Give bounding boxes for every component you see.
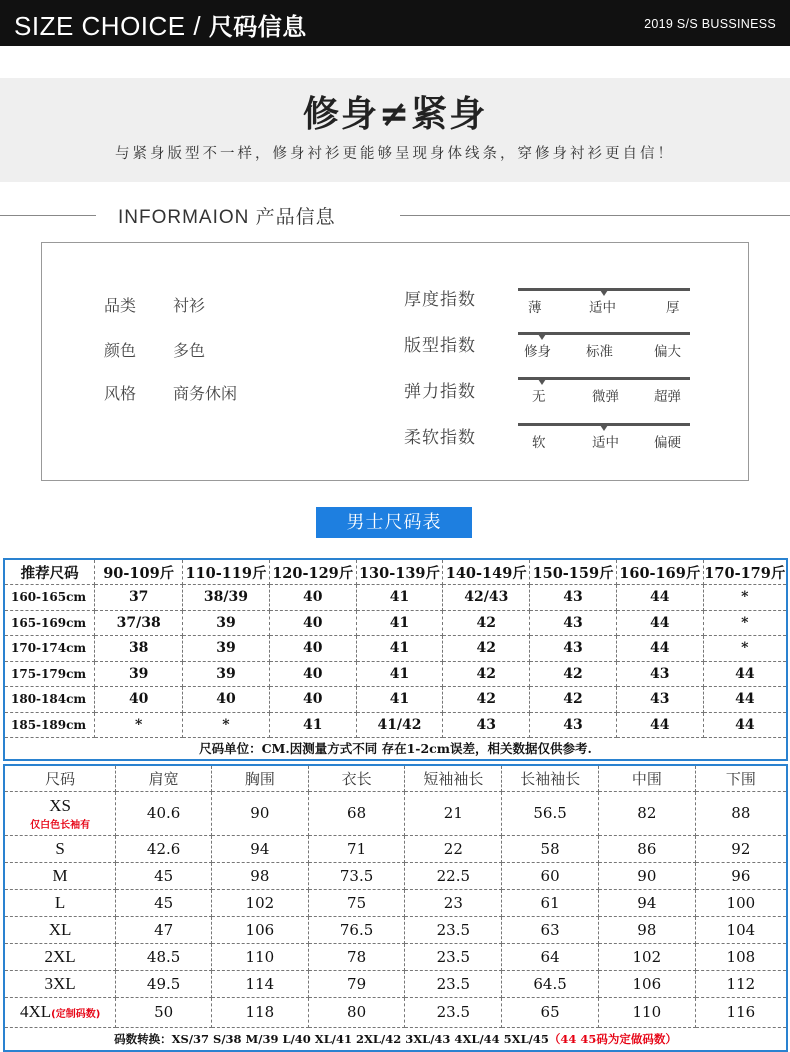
attr-value-style: 商务休闲 bbox=[173, 384, 238, 403]
size-cell: 44 bbox=[616, 712, 703, 738]
size-cell: 40 bbox=[269, 661, 356, 687]
table-row bbox=[4, 835, 787, 862]
table-row bbox=[4, 791, 787, 835]
measure-cell: 58 bbox=[502, 835, 599, 862]
table-row bbox=[4, 636, 787, 662]
measure-cell: 48.5 bbox=[116, 943, 212, 970]
header-cell: 衣长 bbox=[308, 765, 405, 791]
table-row bbox=[4, 610, 787, 636]
header-cell: 160-169斤 bbox=[616, 559, 703, 585]
scale-option: 无 bbox=[532, 389, 546, 405]
measure-cell: 64.5 bbox=[502, 970, 599, 997]
table-row bbox=[4, 970, 787, 997]
size-cell: 41/42 bbox=[356, 712, 443, 738]
header-cell: 110-119斤 bbox=[183, 559, 270, 585]
conversion-red-note: （44 45码为定做码数） bbox=[548, 1031, 677, 1046]
height-cell: 170-174cm bbox=[4, 636, 95, 662]
attr-key-style: 风格 bbox=[104, 384, 137, 403]
measure-cell: 23.5 bbox=[405, 943, 502, 970]
table-row bbox=[4, 943, 787, 970]
measure-cell: 23.5 bbox=[405, 997, 502, 1027]
size-label-cell: M bbox=[4, 862, 116, 889]
table-row bbox=[4, 862, 787, 889]
size-cell: 40 bbox=[269, 687, 356, 713]
size-label: 4XL bbox=[19, 1002, 52, 1021]
measure-cell: 110 bbox=[598, 997, 695, 1027]
size-cell: 44 bbox=[616, 585, 703, 611]
header-cell: 推荐尺码 bbox=[4, 559, 95, 585]
scale-option: 微弹 bbox=[592, 389, 619, 405]
size-cell: 37/38 bbox=[95, 610, 183, 636]
measure-cell: 76.5 bbox=[308, 916, 405, 943]
measure-cell: 102 bbox=[211, 889, 308, 916]
measure-cell: 42.6 bbox=[116, 835, 212, 862]
measure-cell: 116 bbox=[695, 997, 787, 1027]
table-row bbox=[4, 585, 787, 611]
measure-cell: 79 bbox=[308, 970, 405, 997]
garment-size-table bbox=[3, 764, 788, 1052]
measure-cell: 102 bbox=[598, 943, 695, 970]
measure-cell: 61 bbox=[502, 889, 599, 916]
size-cell: * bbox=[703, 610, 787, 636]
scale-softness bbox=[518, 423, 690, 453]
table-header-row bbox=[4, 559, 787, 585]
size-cell: 38 bbox=[95, 636, 183, 662]
section-heading bbox=[0, 196, 790, 236]
size-cell: 40 bbox=[269, 585, 356, 611]
header-cell: 肩宽 bbox=[116, 765, 212, 791]
table-row bbox=[4, 712, 787, 738]
measure-cell: 106 bbox=[211, 916, 308, 943]
measure-cell: 88 bbox=[695, 791, 787, 835]
size-cell: 38/39 bbox=[183, 585, 270, 611]
measure-cell: 40.6 bbox=[116, 791, 212, 835]
banner-title-en: SIZE CHOICE / bbox=[14, 11, 209, 41]
measure-cell: 112 bbox=[695, 970, 787, 997]
measure-cell: 90 bbox=[598, 862, 695, 889]
size-cell: 43 bbox=[530, 610, 617, 636]
size-cell: 42 bbox=[530, 687, 617, 713]
measure-cell: 22.5 bbox=[405, 862, 502, 889]
header-cell: 170-179斤 bbox=[703, 559, 787, 585]
product-info-box bbox=[41, 242, 749, 481]
measurement-note: 尺码单位：CM.因测量方式不同 存在1-2cm误差，相关数据仅供参考. bbox=[4, 738, 787, 760]
size-label-cell: 2XL bbox=[4, 943, 116, 970]
measure-cell: 71 bbox=[308, 835, 405, 862]
measure-cell: 100 bbox=[695, 889, 787, 916]
measure-cell: 98 bbox=[211, 862, 308, 889]
measure-cell: 45 bbox=[116, 862, 212, 889]
size-cell: 44 bbox=[703, 712, 787, 738]
divider-right bbox=[400, 215, 790, 216]
measure-cell: 86 bbox=[598, 835, 695, 862]
banner-title bbox=[14, 7, 307, 42]
measure-cell: 118 bbox=[211, 997, 308, 1027]
recommend-size-table bbox=[3, 558, 788, 761]
scale-option: 厚 bbox=[666, 300, 680, 316]
size-cell: 41 bbox=[356, 661, 443, 687]
measure-cell: 65 bbox=[502, 997, 599, 1027]
size-cell: 43 bbox=[616, 687, 703, 713]
measure-cell: 22 bbox=[405, 835, 502, 862]
scale-option: 软 bbox=[532, 435, 546, 451]
size-cell: 42 bbox=[443, 661, 530, 687]
table-row bbox=[4, 916, 787, 943]
scale-label-fit: 版型指数 bbox=[404, 336, 476, 356]
attr-value-category: 衬衫 bbox=[173, 296, 206, 315]
size-cell: * bbox=[703, 636, 787, 662]
size-cell: 43 bbox=[530, 636, 617, 662]
size-cell: 41 bbox=[356, 585, 443, 611]
size-cell: 37 bbox=[95, 585, 183, 611]
table-row bbox=[4, 661, 787, 687]
height-cell: 165-169cm bbox=[4, 610, 95, 636]
size-note: (定制码数) bbox=[51, 1009, 101, 1020]
table-row bbox=[4, 687, 787, 713]
size-cell: 44 bbox=[616, 636, 703, 662]
height-cell: 175-179cm bbox=[4, 661, 95, 687]
scale-label-softness: 柔软指数 bbox=[404, 428, 476, 448]
measure-cell: 78 bbox=[308, 943, 405, 970]
measure-cell: 110 bbox=[211, 943, 308, 970]
size-cell: 42/43 bbox=[443, 585, 530, 611]
measure-cell: 56.5 bbox=[502, 791, 599, 835]
scale-option: 薄 bbox=[528, 300, 542, 316]
size-cell: 42 bbox=[443, 636, 530, 662]
top-banner bbox=[0, 0, 790, 46]
size-cell: 44 bbox=[616, 610, 703, 636]
hero-panel bbox=[0, 78, 790, 182]
size-cell: 39 bbox=[95, 661, 183, 687]
height-cell: 180-184cm bbox=[4, 687, 95, 713]
measure-cell: 75 bbox=[308, 889, 405, 916]
scale-option: 适中 bbox=[589, 300, 616, 316]
size-cell: 41 bbox=[269, 712, 356, 738]
measure-cell: 63 bbox=[502, 916, 599, 943]
attr-key-color: 颜色 bbox=[104, 341, 137, 360]
scale-option: 标准 bbox=[586, 344, 613, 360]
measure-cell: 114 bbox=[211, 970, 308, 997]
measure-cell: 104 bbox=[695, 916, 787, 943]
measure-cell: 80 bbox=[308, 997, 405, 1027]
table-header-row bbox=[4, 765, 787, 791]
size-cell: 42 bbox=[530, 661, 617, 687]
header-cell: 尺码 bbox=[4, 765, 116, 791]
scale-label-thickness: 厚度指数 bbox=[404, 290, 476, 310]
header-cell: 长袖袖长 bbox=[502, 765, 599, 791]
size-cell: * bbox=[95, 712, 183, 738]
scale-option: 偏硬 bbox=[654, 435, 681, 451]
measure-cell: 108 bbox=[695, 943, 787, 970]
measure-cell: 90 bbox=[211, 791, 308, 835]
size-chart-badge: 男士尺码表 bbox=[316, 507, 472, 538]
header-cell: 下围 bbox=[695, 765, 787, 791]
size-cell: * bbox=[703, 585, 787, 611]
measure-cell: 68 bbox=[308, 791, 405, 835]
size-cell: 43 bbox=[530, 585, 617, 611]
size-label-cell: XL bbox=[4, 916, 116, 943]
header-cell: 短袖袖长 bbox=[405, 765, 502, 791]
measure-cell: 98 bbox=[598, 916, 695, 943]
divider-left bbox=[0, 215, 96, 216]
size-cell: * bbox=[183, 712, 270, 738]
table-row bbox=[4, 997, 787, 1027]
scale-option: 超弹 bbox=[654, 389, 681, 405]
size-cell: 43 bbox=[443, 712, 530, 738]
size-cell: 39 bbox=[183, 610, 270, 636]
size-cell: 40 bbox=[269, 636, 356, 662]
size-cell: 42 bbox=[443, 610, 530, 636]
header-cell: 120-129斤 bbox=[269, 559, 356, 585]
scale-option: 适中 bbox=[592, 435, 619, 451]
measure-cell: 23.5 bbox=[405, 970, 502, 997]
measure-cell: 49.5 bbox=[116, 970, 212, 997]
size-cell: 44 bbox=[703, 687, 787, 713]
scale-thickness bbox=[518, 288, 690, 318]
size-cell: 40 bbox=[269, 610, 356, 636]
measure-cell: 60 bbox=[502, 862, 599, 889]
table-note-row bbox=[4, 1027, 787, 1051]
season-tag: 2019 S/S BUSSINESS bbox=[644, 17, 776, 31]
conversion-text: 码数转换：XS/37 S/38 M/39 L/40 XL/41 2XL/42 3XL/43 4XL/44 5XL/45 bbox=[114, 1031, 549, 1046]
size-cell: 39 bbox=[183, 636, 270, 662]
banner-title-cn: 尺码信息 bbox=[208, 13, 307, 41]
size-cell: 40 bbox=[183, 687, 270, 713]
measure-cell: 94 bbox=[211, 835, 308, 862]
size-note: 仅白色长袖有 bbox=[30, 819, 91, 831]
size-label: XS bbox=[49, 795, 71, 815]
size-label-cell: L bbox=[4, 889, 116, 916]
header-cell: 胸围 bbox=[211, 765, 308, 791]
header-cell: 130-139斤 bbox=[356, 559, 443, 585]
header-cell: 中围 bbox=[598, 765, 695, 791]
size-conversion-note bbox=[4, 1027, 787, 1051]
measure-cell: 21 bbox=[405, 791, 502, 835]
measure-cell: 64 bbox=[502, 943, 599, 970]
size-cell: 44 bbox=[703, 661, 787, 687]
size-cell: 41 bbox=[356, 610, 443, 636]
scale-fit bbox=[518, 332, 690, 362]
scale-stretch bbox=[518, 377, 690, 407]
measure-cell: 92 bbox=[695, 835, 787, 862]
attr-value-color: 多色 bbox=[173, 341, 206, 360]
header-cell: 90-109斤 bbox=[95, 559, 183, 585]
table-row bbox=[4, 889, 787, 916]
size-label-cell bbox=[4, 997, 116, 1027]
size-cell: 41 bbox=[356, 687, 443, 713]
section-title: INFORMAION 产品信息 bbox=[118, 207, 336, 228]
measure-cell: 50 bbox=[116, 997, 212, 1027]
measure-cell: 47 bbox=[116, 916, 212, 943]
size-cell: 40 bbox=[95, 687, 183, 713]
size-cell: 42 bbox=[443, 687, 530, 713]
measure-cell: 73.5 bbox=[308, 862, 405, 889]
size-cell: 43 bbox=[530, 712, 617, 738]
attr-key-category: 品类 bbox=[104, 296, 137, 315]
scale-option: 偏大 bbox=[654, 344, 681, 360]
size-label-cell bbox=[4, 791, 116, 835]
height-cell: 160-165cm bbox=[4, 585, 95, 611]
measure-cell: 96 bbox=[695, 862, 787, 889]
measure-cell: 23 bbox=[405, 889, 502, 916]
measure-cell: 82 bbox=[598, 791, 695, 835]
size-cell: 41 bbox=[356, 636, 443, 662]
table-note-row bbox=[4, 738, 787, 760]
size-cell: 39 bbox=[183, 661, 270, 687]
scale-label-stretch: 弹力指数 bbox=[404, 382, 476, 402]
hero-headline: 修身≠紧身 bbox=[302, 94, 488, 135]
measure-cell: 23.5 bbox=[405, 916, 502, 943]
height-cell: 185-189cm bbox=[4, 712, 95, 738]
measure-cell: 94 bbox=[598, 889, 695, 916]
size-label-cell: 3XL bbox=[4, 970, 116, 997]
header-cell: 150-159斤 bbox=[530, 559, 617, 585]
measure-cell: 106 bbox=[598, 970, 695, 997]
scale-option: 修身 bbox=[524, 344, 551, 360]
size-cell: 43 bbox=[616, 661, 703, 687]
hero-subtitle: 与紧身版型不一样，修身衬衫更能够呈现身体线条，穿修身衬衫更自信！ bbox=[115, 146, 675, 162]
size-label-cell: S bbox=[4, 835, 116, 862]
header-cell: 140-149斤 bbox=[443, 559, 530, 585]
measure-cell: 45 bbox=[116, 889, 212, 916]
